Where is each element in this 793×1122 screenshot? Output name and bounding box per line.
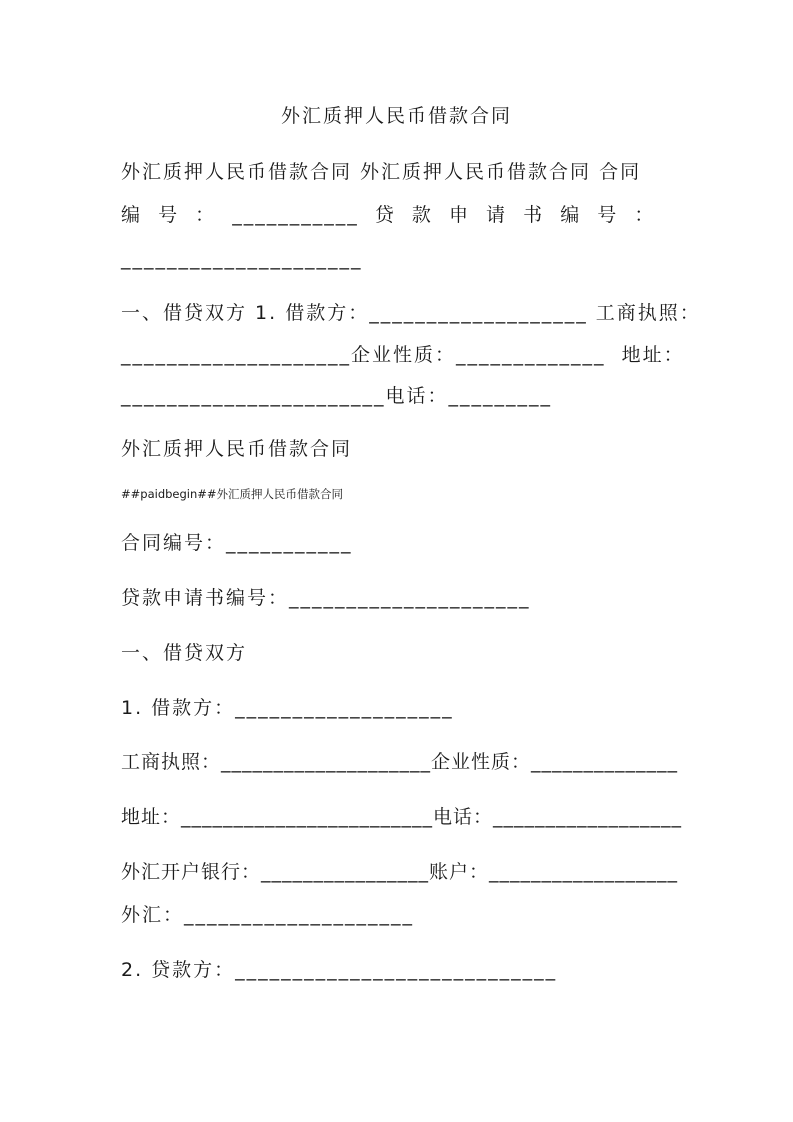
body-line: 外汇质押人民币借款合同 外汇质押人民币借款合同 合同 xyxy=(121,161,642,183)
body-line: ____________________企业性质：_____________ 地址： xyxy=(121,344,685,366)
body-line: _____________________ xyxy=(121,248,363,270)
address-phone-line: 地址：________________________电话：__________________ xyxy=(121,806,683,828)
borrower-line: 1. 借款方：___________________ xyxy=(121,697,454,719)
body-line: 一、借贷双方 1. 借款方：___________________ 工商执照： xyxy=(121,302,701,324)
body-line: 外汇质押人民币借款合同 xyxy=(121,438,353,460)
forex-line: 外汇：____________________ xyxy=(121,904,415,926)
paid-marker-line: ##paidbegin##外汇质押人民币借款合同 xyxy=(121,487,344,501)
section-heading: 一、借贷双方 xyxy=(121,642,248,664)
contract-number-line: 合同编号：___________ xyxy=(121,532,353,554)
application-number-line: 贷款申请书编号：_____________________ xyxy=(121,587,531,609)
document-title: 外汇质押人民币借款合同 xyxy=(280,105,512,127)
body-line: 编 号 ： ___________ 贷 款 申 请 书 编 号 ： xyxy=(121,204,656,226)
body-line: _______________________电话：_________ xyxy=(121,385,553,407)
license-nature-line: 工商执照：____________________企业性质：______________ xyxy=(121,751,679,773)
bank-account-line: 外汇开户银行：________________账户：__________________ xyxy=(121,861,679,883)
lender-line: 2. 贷款方：____________________________ xyxy=(121,959,558,981)
